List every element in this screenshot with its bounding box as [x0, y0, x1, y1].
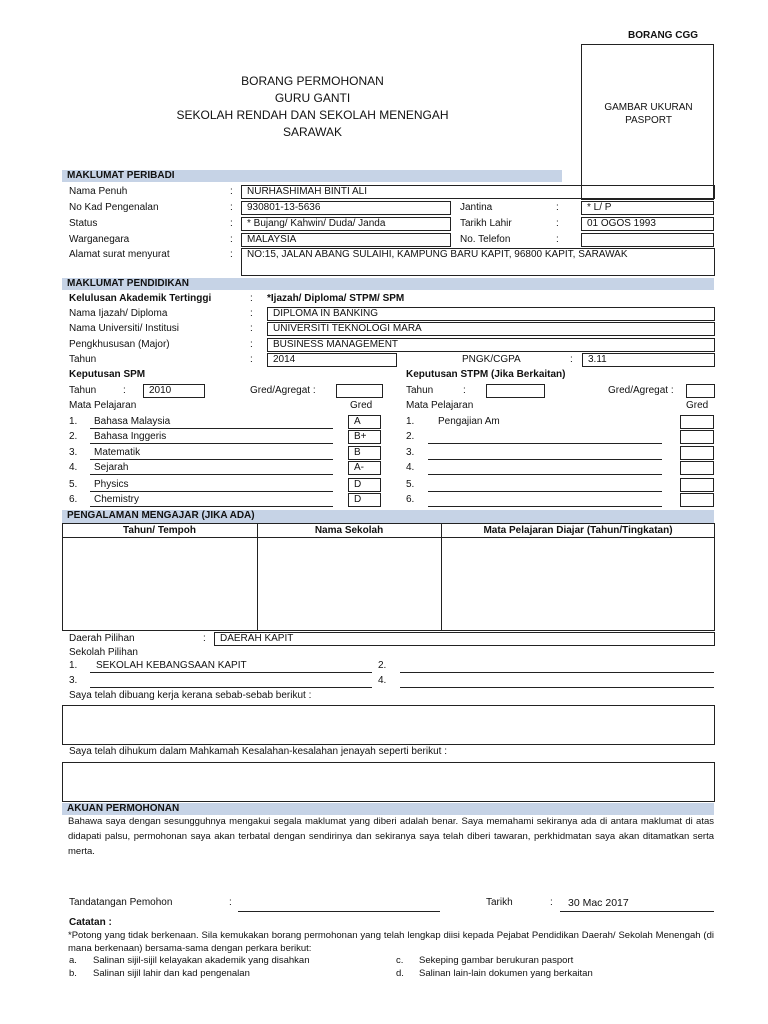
year-label: Tahun [69, 354, 97, 365]
form-code: BORANG CGG [628, 30, 698, 41]
stpm-grade-col: Gred [686, 400, 709, 411]
note-item: Salinan sijil lahir dan kad pengenalan [93, 968, 250, 979]
stpm-row-no: 6. [406, 494, 415, 505]
school-no: 2. [378, 660, 387, 671]
stpm-grade[interactable] [680, 461, 714, 475]
spm-grade[interactable]: D [348, 493, 381, 507]
stpm-subject: Pengajian Am [438, 416, 500, 427]
spm-subject: Matematik [94, 447, 141, 458]
uni-label: Nama Universiti/ Institusi [69, 323, 180, 334]
spm-subject: Sejarah [94, 462, 129, 473]
highest-label: Kelulusan Akademik Tertinggi [69, 293, 212, 304]
major-field[interactable]: BUSINESS MANAGEMENT [267, 338, 715, 352]
dob-field[interactable]: 01 OGOS 1993 [581, 217, 714, 231]
stpm-row-no: 2. [406, 431, 415, 442]
year-field[interactable]: 2014 [267, 353, 397, 367]
stpm-row-no: 1. [406, 416, 415, 427]
school-no: 1. [69, 660, 78, 671]
major-label: Pengkhususan (Major) [69, 339, 170, 350]
dismissed-textarea[interactable] [62, 705, 715, 745]
spm-grade[interactable]: A [348, 415, 381, 429]
section-experience: PENGALAMAN MENGAJAR (JIKA ADA) [62, 510, 714, 523]
ic-field[interactable]: 930801-13-5636 [241, 201, 451, 215]
stpm-grade[interactable] [680, 478, 714, 492]
date-label: Tarikh [486, 897, 513, 908]
district-field[interactable]: DAERAH KAPIT [214, 632, 715, 646]
nationality-label: Warganegara [69, 234, 130, 245]
cgpa-field[interactable]: 3.11 [582, 353, 715, 367]
experience-col-school: Nama Sekolah [314, 525, 384, 536]
photo-label: GAMBAR UKURAN PASPORT [604, 102, 693, 126]
experience-col-period: Tahun/ Tempoh [123, 525, 196, 536]
spm-heading: Keputusan SPM [69, 369, 146, 380]
section-personal: MAKLUMAT PERIBADI [62, 170, 562, 182]
stpm-row-no: 4. [406, 462, 415, 473]
note-key: a. [69, 955, 77, 966]
spm-aggregate-field[interactable] [336, 384, 383, 398]
uni-field[interactable]: UNIVERSITI TEKNOLOGI MARA [267, 322, 715, 336]
note-item: Salinan lain-lain dokumen yang berkaitan [419, 968, 593, 979]
note-key: d. [396, 968, 404, 979]
spm-grade[interactable]: D [348, 478, 381, 492]
school-choice-1[interactable]: SEKOLAH KEBANGSAAN KAPIT [96, 660, 247, 671]
declaration-text: Bahawa saya dengan sesungguhnya mengakui segala maklumat yang diberi adalah benar. Saya memahami sekiranya ada di antara maklumat di atas didapati palsu, permohonan saya akan terbatal dengan sendirinya dan sekiranya saya telah diberi tawaran, perkhidmatan saya akan ditamatkan serta merta. [68, 816, 714, 857]
stpm-heading: Keputusan STPM (Jika Berkaitan) [406, 369, 566, 380]
stpm-aggregate-label: Gred/Agregat : [608, 385, 674, 396]
gender-field[interactable]: * L/ P [581, 201, 714, 215]
dismissed-label: Saya telah dibuang kerja kerana sebab-sebab berikut : [69, 690, 312, 701]
name-field[interactable]: NURHASHIMAH BINTI ALI [241, 185, 715, 199]
nationality-field[interactable]: MALAYSIA [241, 233, 451, 247]
cert-field[interactable]: DIPLOMA IN BANKING [267, 307, 715, 321]
spm-subject-col: Mata Pelajaran [69, 400, 137, 411]
dob-label: Tarikh Lahir [460, 218, 512, 229]
spm-row-no: 5. [69, 479, 78, 490]
notes-text: *Potong yang tidak berkenaan. Sila kemukakan borang permohonan yang telah lengkap diisi kepada Pejabat Pendidikan Daerah/ Sekolah Menengah (di mana berkenaan) bersama-sama dengan perkara berikut: [68, 930, 714, 954]
section-declaration: AKUAN PERMOHONAN [62, 803, 714, 815]
title-line-2: GURU GANTI [274, 91, 351, 105]
gender-label: Jantina [460, 202, 493, 213]
address-label: Alamat surat menyurat [69, 249, 170, 260]
stpm-row-no: 3. [406, 447, 415, 458]
title-line-4: SARAWAK [282, 125, 343, 139]
school-no: 4. [378, 675, 387, 686]
stpm-year-field[interactable] [486, 384, 545, 398]
highest-value: *Ijazah/ Diploma/ STPM/ SPM [267, 293, 405, 304]
convicted-label: Saya telah dihukum dalam Mahkamah Kesalahan-kesalahan jenayah seperti berikut : [69, 746, 448, 757]
spm-grade[interactable]: A- [348, 461, 381, 475]
spm-row-no: 1. [69, 416, 78, 427]
name-label: Nama Penuh [69, 186, 128, 197]
status-field[interactable]: * Bujang/ Kahwin/ Duda/ Janda [241, 217, 451, 231]
note-key: b. [69, 968, 77, 979]
school-label: Sekolah Pilihan [69, 647, 138, 658]
section-education: MAKLUMAT PENDIDIKAN [62, 278, 714, 290]
stpm-row-no: 5. [406, 479, 415, 490]
passport-photo-box[interactable] [581, 44, 714, 200]
spm-row-no: 3. [69, 447, 78, 458]
stpm-subject-col: Mata Pelajaran [406, 400, 474, 411]
note-item: Salinan sijil-sijil kelayakan akademik yang disahkan [93, 955, 310, 966]
experience-table [62, 523, 715, 631]
convicted-textarea[interactable] [62, 762, 715, 802]
cgpa-label: PNGK/CGPA [462, 354, 521, 365]
spm-row-no: 4. [69, 462, 78, 473]
spm-grade-col: Gred [350, 400, 373, 411]
stpm-grade[interactable] [680, 493, 714, 507]
spm-year-field[interactable]: 2010 [143, 384, 205, 398]
stpm-grade[interactable] [680, 430, 714, 444]
spm-grade[interactable]: B+ [348, 430, 381, 444]
title-line-3: SEKOLAH RENDAH DAN SEKOLAH MENENGAH [176, 108, 449, 122]
title-line-1: BORANG PERMOHONAN [241, 74, 384, 88]
phone-label: No. Telefon [460, 234, 511, 245]
spm-row-no: 6. [69, 494, 78, 505]
status-label: Status [69, 218, 98, 229]
spm-subject: Bahasa Inggeris [94, 431, 167, 442]
spm-aggregate-label: Gred/Agregat : [250, 385, 316, 396]
note-item: Sekeping gambar berukuran pasport [419, 955, 574, 966]
spm-subject: Bahasa Malaysia [94, 416, 171, 427]
school-no: 3. [69, 675, 78, 686]
stpm-grade[interactable] [680, 415, 714, 429]
spm-subject: Physics [94, 479, 129, 490]
note-key: c. [396, 955, 404, 966]
spm-row-no: 2. [69, 431, 78, 442]
notes-heading: Catatan : [69, 917, 112, 928]
spm-grade[interactable]: B [348, 446, 381, 460]
signature-label: Tandatangan Pemohon [69, 897, 173, 908]
phone-field[interactable] [581, 233, 714, 247]
stpm-aggregate-field[interactable] [686, 384, 715, 398]
address-field[interactable]: NO:15, JALAN ABANG SULAIHI, KAMPUNG BARU KAPIT, 96800 KAPIT, SARAWAK [241, 248, 715, 276]
date-value[interactable]: 30 Mac 2017 [568, 897, 629, 909]
signature-line[interactable] [238, 911, 440, 912]
spm-year-label: Tahun [69, 385, 97, 396]
spm-subject: Chemistry [94, 494, 140, 505]
stpm-year-label: Tahun [406, 385, 434, 396]
district-label: Daerah Pilihan [69, 633, 135, 644]
ic-label: No Kad Pengenalan [69, 202, 159, 213]
experience-col-subjects: Mata Pelajaran Diajar (Tahun/Tingkatan) [483, 525, 673, 536]
cert-label: Nama Ijazah/ Diploma [69, 308, 168, 319]
stpm-grade[interactable] [680, 446, 714, 460]
